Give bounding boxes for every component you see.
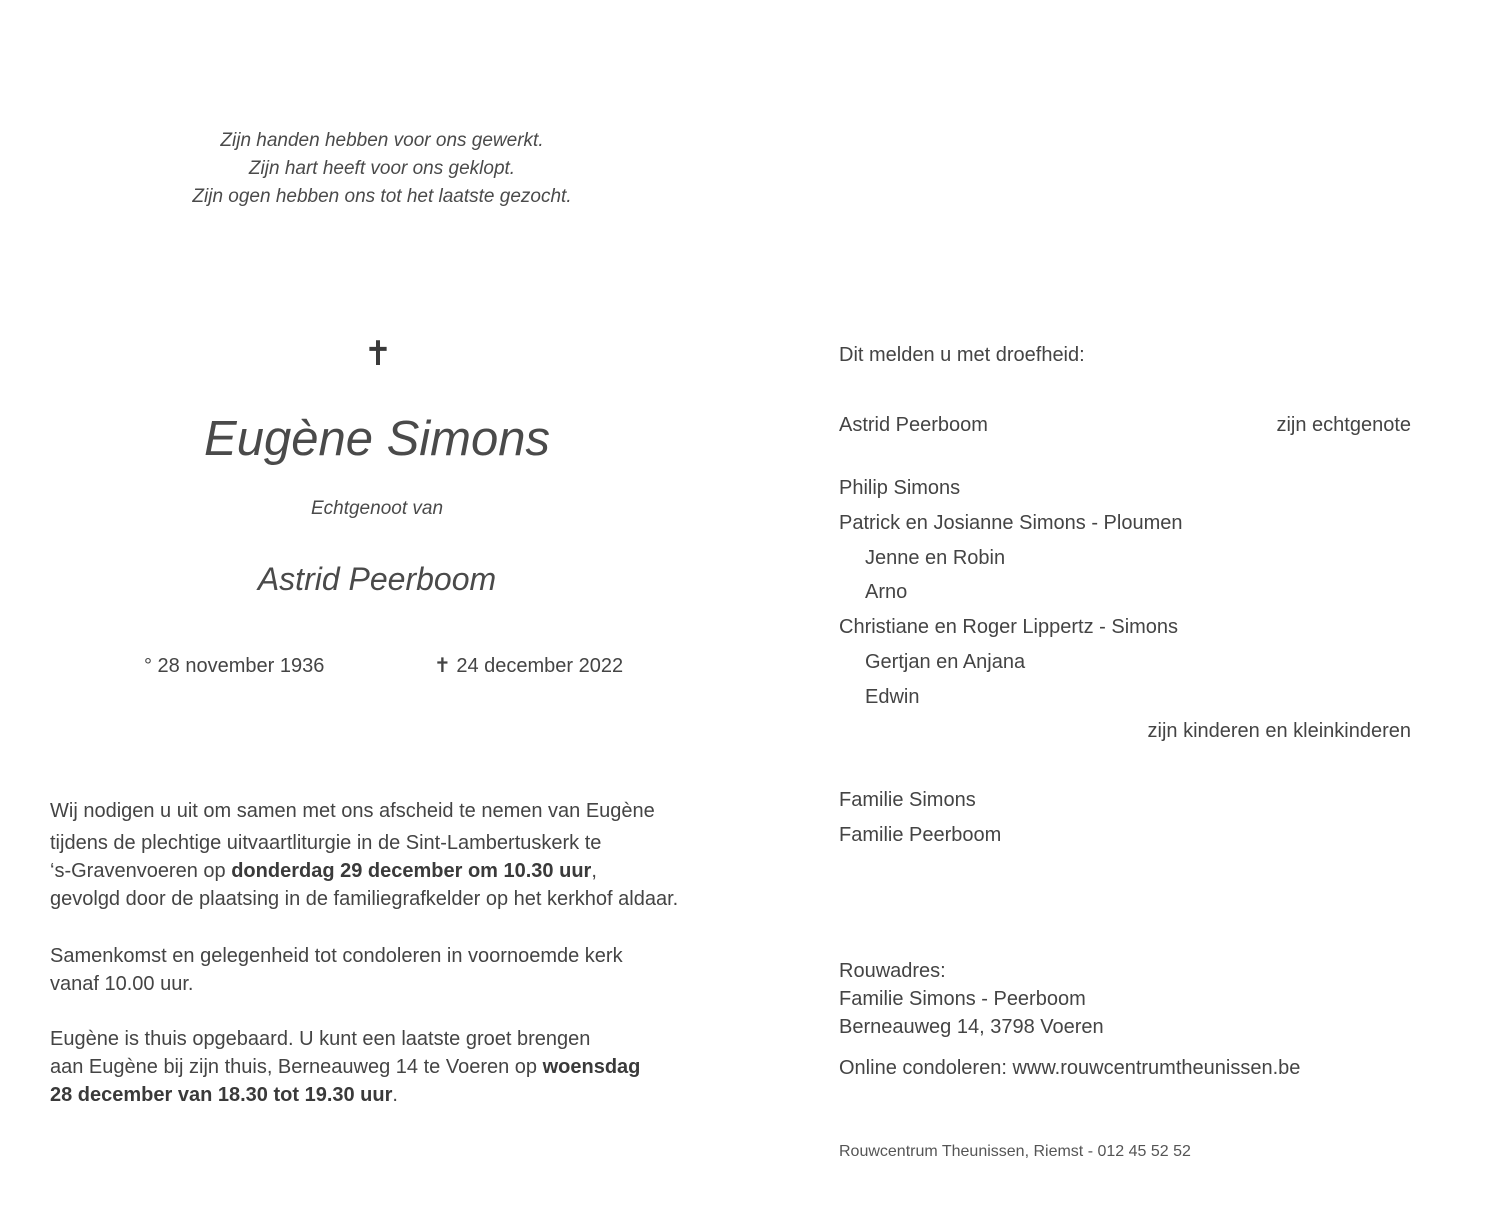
condolence-paragraph xyxy=(50,942,750,998)
children-role: zijn kinderen en kleinkinderen xyxy=(1147,720,1411,742)
birth-date: ° 28 november 1936 xyxy=(144,655,325,677)
poem-line-3: Zijn ogen hebben ons tot het laatste gezocht. xyxy=(192,186,572,207)
family-member: Edwin xyxy=(865,686,920,708)
funeral-date-emphasis: donderdag 29 december om 10.30 uur xyxy=(231,860,592,882)
address-line: Familie Simons - Peerboom xyxy=(839,988,1086,1010)
address-line: Berneauweg 14, 3798 Voeren xyxy=(839,1016,1104,1038)
family-member: Christiane en Roger Lippertz - Simons xyxy=(839,616,1179,638)
family-member: Philip Simons xyxy=(839,477,961,499)
death-date: ✝ 24 december 2022 xyxy=(434,655,624,677)
paragraph-line: 28 december van 18.30 tot 19.30 uur. xyxy=(50,1084,398,1106)
paragraph-line: Wij nodigen u uit om samen met ons afscheid te nemen van Eugène xyxy=(50,800,655,822)
paragraph-line: Eugène is thuis opgebaard. U kunt een laatste groet brengen xyxy=(50,1028,591,1050)
family-member: Familie Peerboom xyxy=(839,824,1002,846)
family-member: Jenne en Robin xyxy=(865,547,1006,569)
poem-line-2: Zijn hart heeft voor ons geklopt. xyxy=(248,158,516,179)
paragraph-line: tijdens de plechtige uitvaartliturgie in de Sint-Lambertuskerk te xyxy=(50,832,602,854)
deceased-name: Eugène Simons xyxy=(204,412,550,466)
online-condolence: Online condoleren: www.rouwcentrumtheunissen.be xyxy=(839,1057,1301,1079)
paragraph-line: Samenkomst en gelegenheid tot condoleren in voornoemde kerk xyxy=(50,945,623,967)
wake-time-emphasis: 28 december van 18.30 tot 19.30 uur xyxy=(50,1084,393,1106)
poem xyxy=(82,127,682,211)
family-member: Arno xyxy=(865,581,908,603)
spouse-label: Echtgenoot van xyxy=(310,498,444,519)
family-member: Patrick en Josianne Simons - Ploumen xyxy=(839,512,1183,534)
poem-line-1: Zijn handen hebben voor ons gewerkt. xyxy=(220,130,544,151)
spouse-name: Astrid Peerboom xyxy=(257,561,497,597)
paragraph-line: ‘s-Gravenvoeren op donderdag 29 december om 10.30 uur, xyxy=(50,860,597,882)
wake-date-emphasis: woensdag xyxy=(542,1056,641,1078)
funeral-paragraph xyxy=(50,797,750,913)
cross-icon: ✝ xyxy=(363,335,393,373)
family-member: Gertjan en Anjana xyxy=(865,651,1026,673)
paragraph-line: aan Eugène bij zijn thuis, Berneauweg 14 te Voeren op woensdag xyxy=(50,1056,641,1078)
family-member: Familie Simons xyxy=(839,789,976,811)
family-intro: Dit melden u met droefheid: xyxy=(839,344,1085,366)
spouse-entry: Astrid Peerboom xyxy=(839,414,988,436)
funeral-home-footer: Rouwcentrum Theunissen, Riemst - 012 45 52 52 xyxy=(839,1143,1191,1160)
spouse-role: zijn echtgenote xyxy=(1276,414,1411,436)
paragraph-line: gevolgd door de plaatsing in de familiegrafkelder op het kerkhof aldaar. xyxy=(50,888,679,910)
address-label: Rouwadres: xyxy=(839,960,946,982)
paragraph-line: vanaf 10.00 uur. xyxy=(50,973,194,995)
wake-paragraph xyxy=(50,1025,750,1109)
